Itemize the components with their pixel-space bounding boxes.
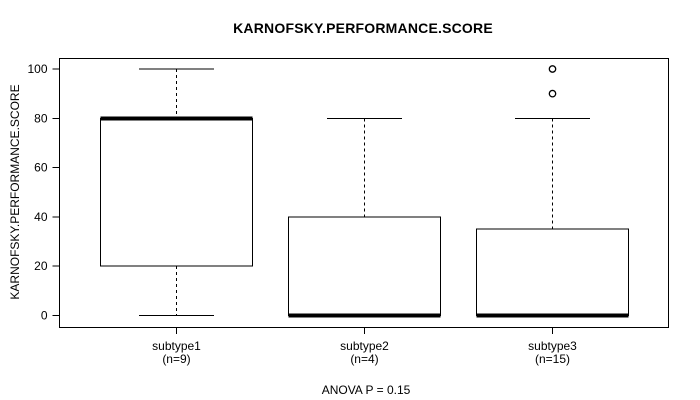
category-count-label: (n=15) xyxy=(534,352,571,366)
box-subtype2 xyxy=(289,217,441,316)
category-label: subtype2 xyxy=(340,339,389,353)
category-label: subtype3 xyxy=(528,339,577,353)
category-count-label: (n=4) xyxy=(350,352,379,366)
anova-annotation: ANOVA P = 0.15 xyxy=(321,383,411,397)
y-tick-label: 20 xyxy=(34,259,48,274)
y-tick-label: 100 xyxy=(27,62,48,76)
y-tick-label: 60 xyxy=(34,160,48,175)
category-label: subtype1 xyxy=(152,339,201,353)
y-axis-label: KARNOFSKY.PERFORMANCE.SCORE xyxy=(8,84,22,300)
y-tick-label: 0 xyxy=(40,308,48,323)
y-tick-label: 80 xyxy=(34,111,48,126)
outlier-point xyxy=(549,90,555,96)
box-subtype3 xyxy=(477,229,629,315)
y-tick-label: 40 xyxy=(34,209,48,224)
chart-title: KARNOFSKY.PERFORMANCE.SCORE xyxy=(233,20,493,36)
outlier-point xyxy=(549,66,555,72)
box-subtype1 xyxy=(101,118,253,266)
category-count-label: (n=9) xyxy=(162,352,191,366)
